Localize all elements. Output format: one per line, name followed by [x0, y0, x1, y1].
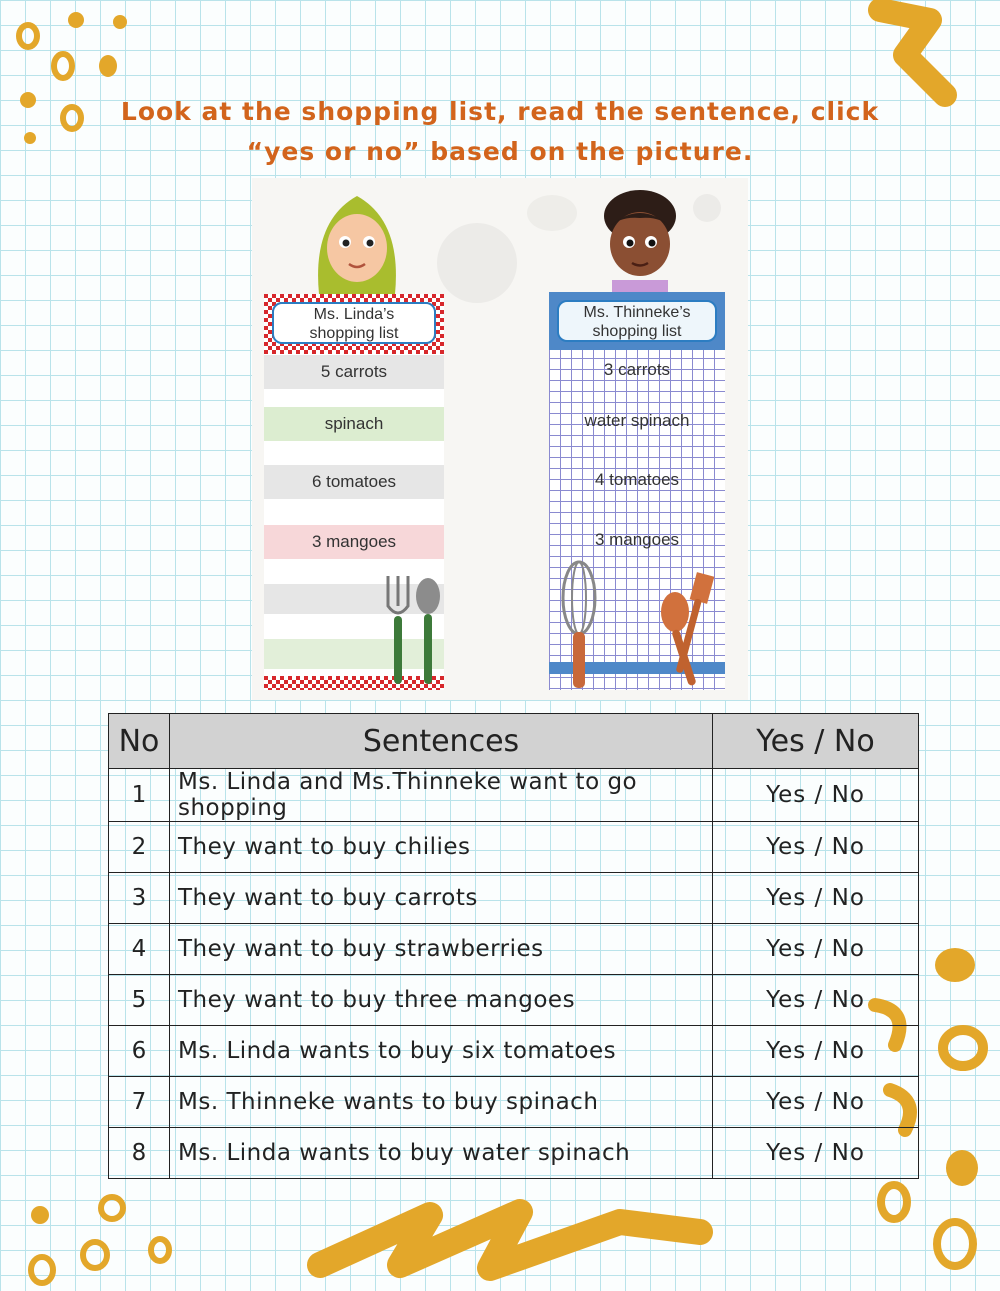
- thinneke-list-title-line-2: shopping list: [592, 323, 682, 340]
- linda-list-title-line-2: shopping list: [309, 325, 399, 342]
- table-row: [109, 1026, 919, 1077]
- row-number: 3: [109, 873, 170, 924]
- table-row: [109, 924, 919, 975]
- answer-cell: [713, 1128, 919, 1179]
- table-row: [109, 975, 919, 1026]
- thinneke-list-item: 3 mangoes: [594, 530, 680, 549]
- answer-cell: [713, 822, 919, 873]
- whisk-spatula-icon: [557, 560, 717, 690]
- linda-list-title: [272, 302, 436, 344]
- answer-cell: [713, 1077, 919, 1128]
- yes-option[interactable]: Yes: [766, 1038, 807, 1064]
- row-sentence: Ms. Linda and Ms.Thinneke want to go shopping: [170, 769, 713, 822]
- yes-option[interactable]: Yes: [766, 782, 807, 808]
- thinneke-shopping-list: [549, 292, 725, 690]
- answer-cell: [713, 924, 919, 975]
- table-row: [109, 822, 919, 873]
- yes-option[interactable]: Yes: [766, 834, 807, 860]
- row-number: 6: [109, 1026, 170, 1077]
- column-header-no: No: [109, 714, 170, 769]
- table-row: [109, 1077, 919, 1128]
- linda-shopping-list: [264, 294, 444, 690]
- no-option[interactable]: No: [831, 987, 865, 1013]
- answer-cell: [713, 873, 919, 924]
- worksheet-table: [108, 713, 919, 1179]
- answer-separator: /: [814, 885, 824, 911]
- answer-separator: /: [814, 1140, 824, 1166]
- fork-spoon-icon: [382, 576, 446, 686]
- answer-separator: /: [814, 782, 824, 808]
- instructions-line-1: Look at the shopping list, read the sentence, click: [120, 97, 880, 126]
- yes-option[interactable]: Yes: [766, 1089, 807, 1115]
- thinneke-list-item: 4 tomatoes: [594, 470, 680, 489]
- no-option[interactable]: No: [831, 936, 865, 962]
- no-option[interactable]: No: [831, 885, 865, 911]
- column-header-yes-no: Yes / No: [713, 714, 919, 769]
- row-number: 8: [109, 1128, 170, 1179]
- instructions: [100, 92, 900, 172]
- linda-list-item: 3 mangoes: [264, 525, 444, 559]
- table-row: [109, 1128, 919, 1179]
- row-sentence: Ms. Thinneke wants to buy spinach: [170, 1077, 713, 1128]
- thinneke-avatar: [590, 188, 690, 294]
- row-sentence: They want to buy chilies: [170, 822, 713, 873]
- linda-list-item: 5 carrots: [264, 355, 444, 389]
- no-option[interactable]: No: [831, 1038, 865, 1064]
- answer-separator: /: [814, 834, 824, 860]
- no-option[interactable]: No: [831, 782, 865, 808]
- table-row: [109, 769, 919, 822]
- answer-separator: /: [814, 1089, 824, 1115]
- row-number: 7: [109, 1077, 170, 1128]
- row-sentence: They want to buy three mangoes: [170, 975, 713, 1026]
- row-number: 1: [109, 769, 170, 822]
- linda-avatar: [307, 186, 407, 294]
- thinneke-list-item: 3 carrots: [603, 360, 671, 379]
- row-sentence: They want to buy strawberries: [170, 924, 713, 975]
- yes-option[interactable]: Yes: [766, 885, 807, 911]
- answer-cell: [713, 975, 919, 1026]
- row-sentence: Ms. Linda wants to buy water spinach: [170, 1128, 713, 1179]
- linda-list-item: spinach: [264, 407, 444, 441]
- thinneke-list-title: [557, 300, 717, 342]
- answer-cell: [713, 1026, 919, 1077]
- table-header-row: [109, 714, 919, 769]
- no-option[interactable]: No: [831, 1140, 865, 1166]
- shopping-lists-illustration: [252, 178, 748, 700]
- answer-separator: /: [814, 1038, 824, 1064]
- no-option[interactable]: No: [831, 1089, 865, 1115]
- linda-list-title-line-1: Ms. Linda’s: [313, 306, 395, 323]
- instructions-line-2: “yes or no” based on the picture.: [246, 137, 754, 166]
- row-number: 2: [109, 822, 170, 873]
- row-number: 4: [109, 924, 170, 975]
- thinneke-list-title-line-1: Ms. Thinneke’s: [583, 304, 691, 321]
- thinneke-list-item: water spinach: [584, 411, 690, 430]
- row-sentence: Ms. Linda wants to buy six tomatoes: [170, 1026, 713, 1077]
- yes-option[interactable]: Yes: [766, 987, 807, 1013]
- answer-cell: [713, 769, 919, 822]
- column-header-sentences: Sentences: [170, 714, 713, 769]
- yes-option[interactable]: Yes: [766, 1140, 807, 1166]
- row-number: 5: [109, 975, 170, 1026]
- row-sentence: They want to buy carrots: [170, 873, 713, 924]
- table-row: [109, 873, 919, 924]
- no-option[interactable]: No: [831, 834, 865, 860]
- linda-list-item: 6 tomatoes: [264, 465, 444, 499]
- answer-separator: /: [814, 936, 824, 962]
- answer-separator: /: [814, 987, 824, 1013]
- yes-option[interactable]: Yes: [766, 936, 807, 962]
